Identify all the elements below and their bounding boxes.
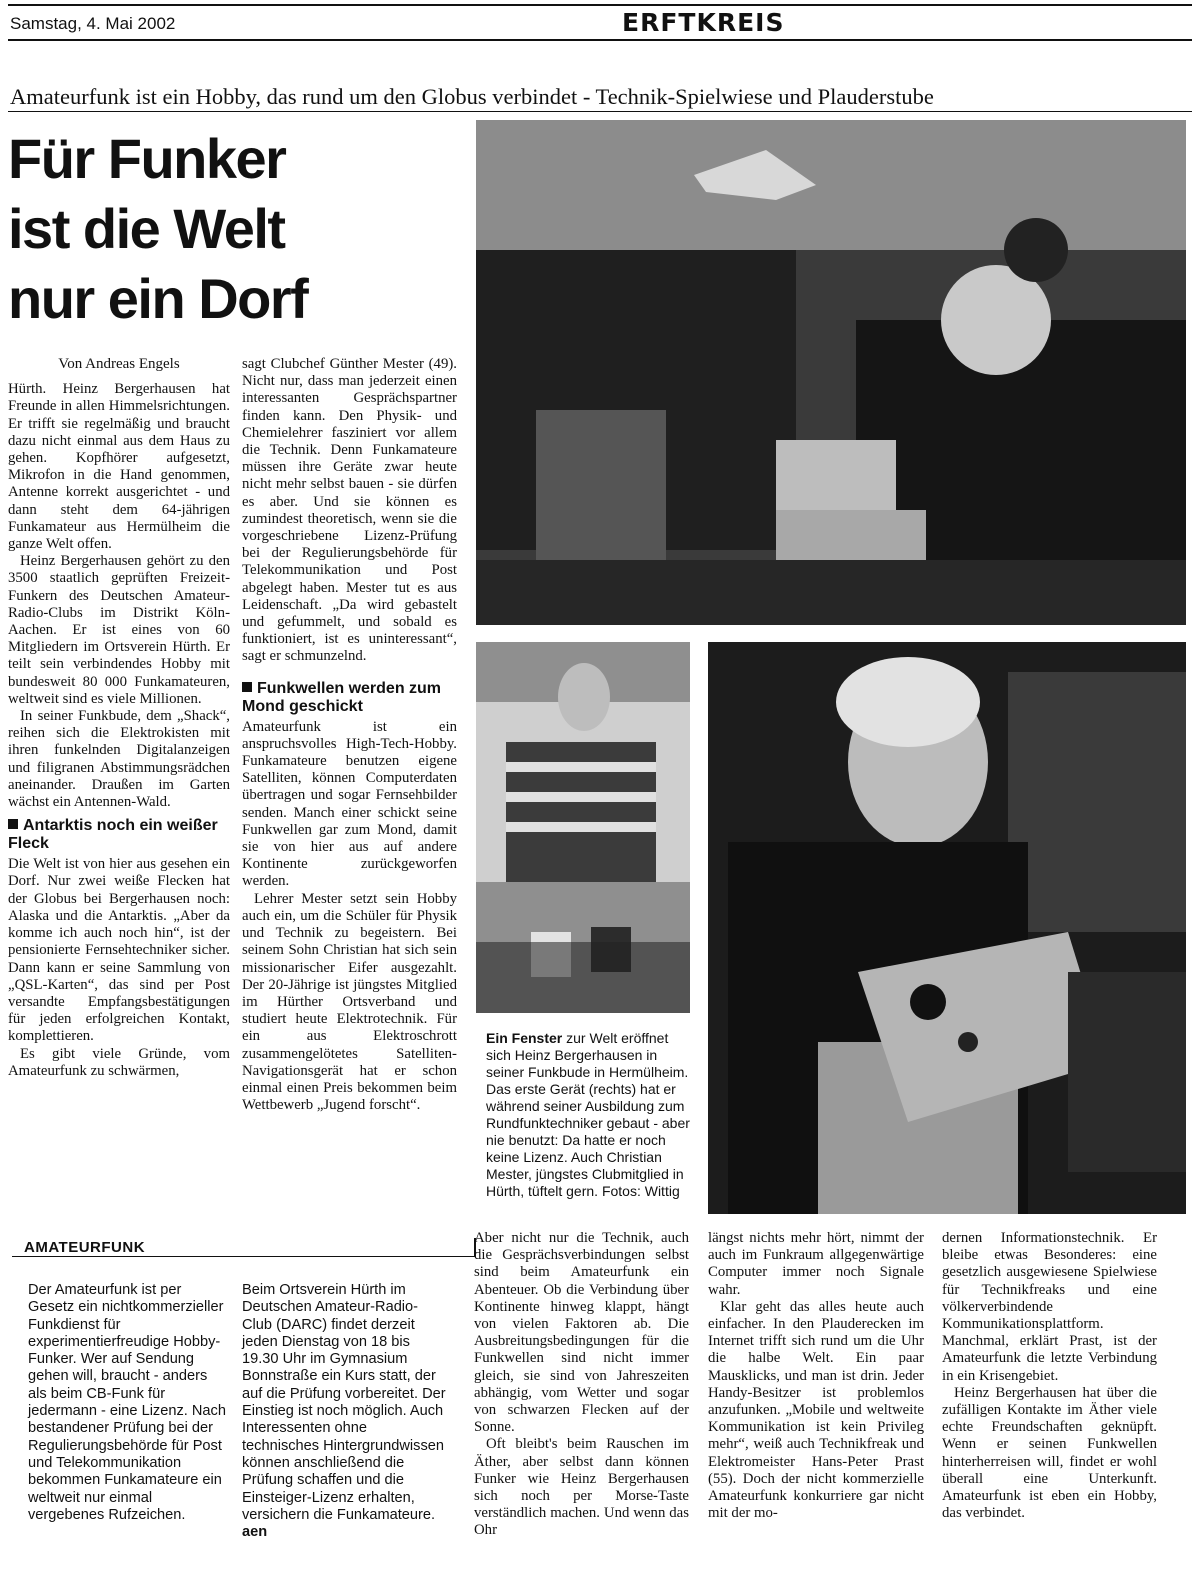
photo-heinz-bergerhausen xyxy=(708,642,1186,1214)
masthead-rule xyxy=(8,39,1192,41)
infobox-paragraph xyxy=(242,1282,448,1541)
paragraph: Heinz Bergerhausen gehört zu den 3500 staatlich geprüften Freizeit-Funkern des Deutschen Amateur-Radio-Clubs im Distrikt Köln-Aachen. Er ist eines von 60 Mitgliedern im Ortsverein Hürth. Er teilt sein verbindendes Hobby mit bundesweit 80 000 Funkamateuren, weltweit sind es viele Millionen. xyxy=(8,553,230,707)
headline xyxy=(8,124,478,334)
paragraph: sagt Clubchef Günther Mester (49). Nicht nur, dass man jederzeit einen interessanten Gesprächspartner finden kann. Den Physik- und Chemielehrer fasziniert vor allem die Technik. Denn Funkamateure müssen ihre Geräte zwar heute nicht mehr selbst bauen - sie dürfen es aber. Und sie können es zumindest theoretisch, wenn sie die vorgeschriebene Lizenz-Prüfung bei der Regulierungsbehörde für Telekommunikation und Post abgelegt haben. Mester tut es aus Leidenschaft. „Da wird gebastelt und gefummelt, und sobald es funktioniert, ist es uninteressant“, sagt er schmunzelnd. xyxy=(242,356,457,665)
square-bullet-icon xyxy=(8,819,18,829)
headline-line-2: ist die Welt xyxy=(8,197,285,260)
paragraph: Oft bleibt's beim Rauschen im Äther, aber selbst dann können Funker wie Heinz Bergerhausen sich noch per Morse-Taste verständlich machen. Und wenn das Ohr xyxy=(474,1436,689,1539)
infobox-paragraph: Der Amateurfunk ist per Gesetz ein nichtkommerzieller Funkdienst für experimentierfreudige Hobby-Funker. Wer auf Sendung gehen will, braucht - anders als beim CB-Funk für jedermann - eine Lizenz. Nach bestandener Prüfung bei der Regulierungsbehörde für Post und Telekommunikation bekommen Funkamateure ein weltweit nur einmal vergebenes Rufzeichen. xyxy=(28,1282,226,1523)
section-name: ERFTKREIS xyxy=(622,8,785,37)
photo-christian-mester xyxy=(476,642,690,1013)
article-column-5 xyxy=(942,1230,1157,1522)
top-rule xyxy=(8,4,1192,6)
photo-christian-mester-image xyxy=(476,642,690,1013)
byline: Von Andreas Engels xyxy=(58,356,180,372)
infobox-header xyxy=(12,1238,476,1257)
paragraph: Die Welt ist von hier aus gesehen ein Dorf. Nur zwei weiße Flecken hat der Globus bei Bergerhausen noch: Alaska und die Antarktis. „Aber da komme ich auch noch hin“, ist der pensionierte Fernsehtechniker sicher. Dann kann er seine Sammlung von „QSL-Karten“, das sind per Post versandte Empfangsbestätigungen für jeden erfolgreichen Kontakt, komplettieren. xyxy=(8,856,230,1045)
infobox-signature: aen xyxy=(242,1524,268,1541)
paragraph: Aber nicht nur die Technik, auch die Gesprächsverbindungen selbst sind beim Amateurfunk ein Abenteuer. Ob die Verbindung über Kontinente hinweg klappt, hängt von vielen Faktoren ab. Die Ausbreitungsbedingungen für die Funkwellen sind nicht immer gleich, sie sind von Jahreszeiten abhängig, vom Wetter und sogar von schwarzen Flecken auf der Sonne. xyxy=(474,1230,689,1436)
paragraph: Lehrer Mester setzt sein Hobby auch ein, um die Schüler für Physik und Technik zu begeistern. Bei seinem Sohn Christian hat sich sein missionarischer Eifer ausgezahlt. Der 20-Jährige ist jüngstes Mitglied im Hürther Ortsverband und studiert heute Elektrotechnik. Für ein aus Elektroschrott zusammengelötetes Satelliten-Navigationsgerät hat er schon einmal einen Preis bekommen beim Wettbewerb „Jugend forscht“. xyxy=(242,890,457,1114)
caption-text: zur Welt eröffnet sich Heinz Bergerhausen in seiner Funkbude in Hermülheim. Das erste Gerät (rechts) hat er während seiner Ausbildung zum Rundfunktechniker gebaut - aber nie benutzt: Da hatte er noch keine Lizenz. Auch Christian Mester, jüngstes Clubmitglied in Hürth, tüftelt gern. Fotos: Wittig xyxy=(486,1030,690,1199)
infobox-right-text xyxy=(242,1282,448,1541)
photo-heinz-bergerhausen-image xyxy=(708,642,1186,1214)
paragraph: Amateurfunk ist ein anspruchsvolles High-Tech-Hobby. Funkamateure benutzen eigene Satelliten, können Computerdaten übertragen und sogar Fernsehbilder senden. Manch einer schickt seine Funkwellen gar zum Mond, damit sie von hier aus auf andere Kontinente zurückgeworfen werden. xyxy=(242,718,457,890)
paragraph: längst nichts mehr hört, nimmt der auch im Funkraum allgegenwärtige Computer immer noch Signale wahr. xyxy=(708,1230,924,1298)
subheading-text: Funkwellen werden zum Mond geschickt xyxy=(242,679,442,715)
paragraph: Klar geht das alles heute auch einfacher. In den Plauderecken im Internet trifft sich rund um die Uhr die halbe Welt. Ein paar Mausklicks, und man ist drin. Jeder Handy-Besitzer ist problemlos anzufunken. „Mobile und weltweite Kommunikation ist kein Privileg mehr“, weiß auch Technikfreak und Elektromeister Hans-Peter Prast (55). Doch der nicht kommerzielle Amateurfunk konkurriere gar nicht mit der mo- xyxy=(708,1298,924,1522)
infobox-left-text xyxy=(28,1282,228,1524)
issue-date: Samstag, 4. Mai 2002 xyxy=(10,14,176,33)
kicker: Amateurfunk ist ein Hobby, das rund um den Globus verbindet - Technik-Spielwiese und Plauderstube xyxy=(10,84,934,109)
photo-caption xyxy=(486,1030,692,1200)
subheading-text: Antarktis noch ein weißer Fleck xyxy=(8,817,218,853)
article-column-4 xyxy=(708,1230,924,1522)
paragraph: In seiner Funkbude, dem „Shack“, reihen sich die Elektrokisten mit ihren funkelnden Digitalanzeigen und filigranen Abstimmungsrädchen aneinander. Draußen im Garten wächst ein Antennen-Wald. xyxy=(8,708,230,811)
kicker-rule xyxy=(8,111,1192,112)
photo-radio-shack xyxy=(476,120,1186,625)
paragraph: Es gibt viele Gründe, vom Amateurfunk zu schwärmen, xyxy=(8,1045,230,1079)
paragraph: Hürth. Heinz Bergerhausen hat Freunde in allen Himmelsrichtungen. Er trifft sie regelmäßig und braucht dazu nicht einmal aus dem Haus zu gehen. Kopfhörer aufgesetzt, Mikrofon in die Hand genommen, Antenne korrekt ausgerichtet - und dann steht dem 64-jährigen Funkamateur aus Hermülheim die ganze Welt offen. xyxy=(8,381,230,553)
headline-line-3: nur ein Dorf xyxy=(8,267,308,330)
article-column-1 xyxy=(8,356,230,1080)
subheading-mond xyxy=(242,680,457,716)
headline-line-1: Für Funker xyxy=(8,127,286,190)
photo-radio-shack-image xyxy=(476,120,1186,625)
infobox-title: AMATEURFUNK xyxy=(24,1239,146,1256)
article-column-3 xyxy=(474,1230,689,1540)
infobox-right-body: Beim Ortsverein Hürth im Deutschen Amateur-Radio-Club (DARC) findet derzeit jeden Dienstag von 18 bis 19.30 Uhr im Gymnasium Bonnstraße ein Kurs statt, der auf die Prüfung vorbereitet. Der Einstieg ist noch möglich. Auch Interessenten ohne technisches Hintergrundwissen können anschließend die Prüfung schaffen und die Einsteiger-Lizenz erhalten, versichern die Funkamateure. xyxy=(242,1282,446,1523)
paragraph: Heinz Bergerhausen hat über die zufälligen Kontakte im Äther viele echte Freundschaften geknüpft. Wenn er seinen Funkwellen hinterherreisen will, findet er wohl überall eine Unterkunft. Amateurfunk ist eben ein Hobby, das verbindet. xyxy=(942,1384,1157,1522)
article-column-2 xyxy=(242,356,457,1114)
subheading-antarktis xyxy=(8,817,230,853)
square-bullet-icon xyxy=(242,682,252,692)
paragraph: dernen Informationstechnik. Er bleibe etwas Besonderes: eine gesetzlich ausgewiesene Spielwiese für Technikfreaks und eine völkerverbindende Kommunikationsplattform. Manchmal, erklärt Prast, ist der Amateurfunk die letzte Verbindung in ein Krisengebiet. xyxy=(942,1230,1157,1384)
caption-lead: Ein Fenster xyxy=(486,1030,563,1046)
